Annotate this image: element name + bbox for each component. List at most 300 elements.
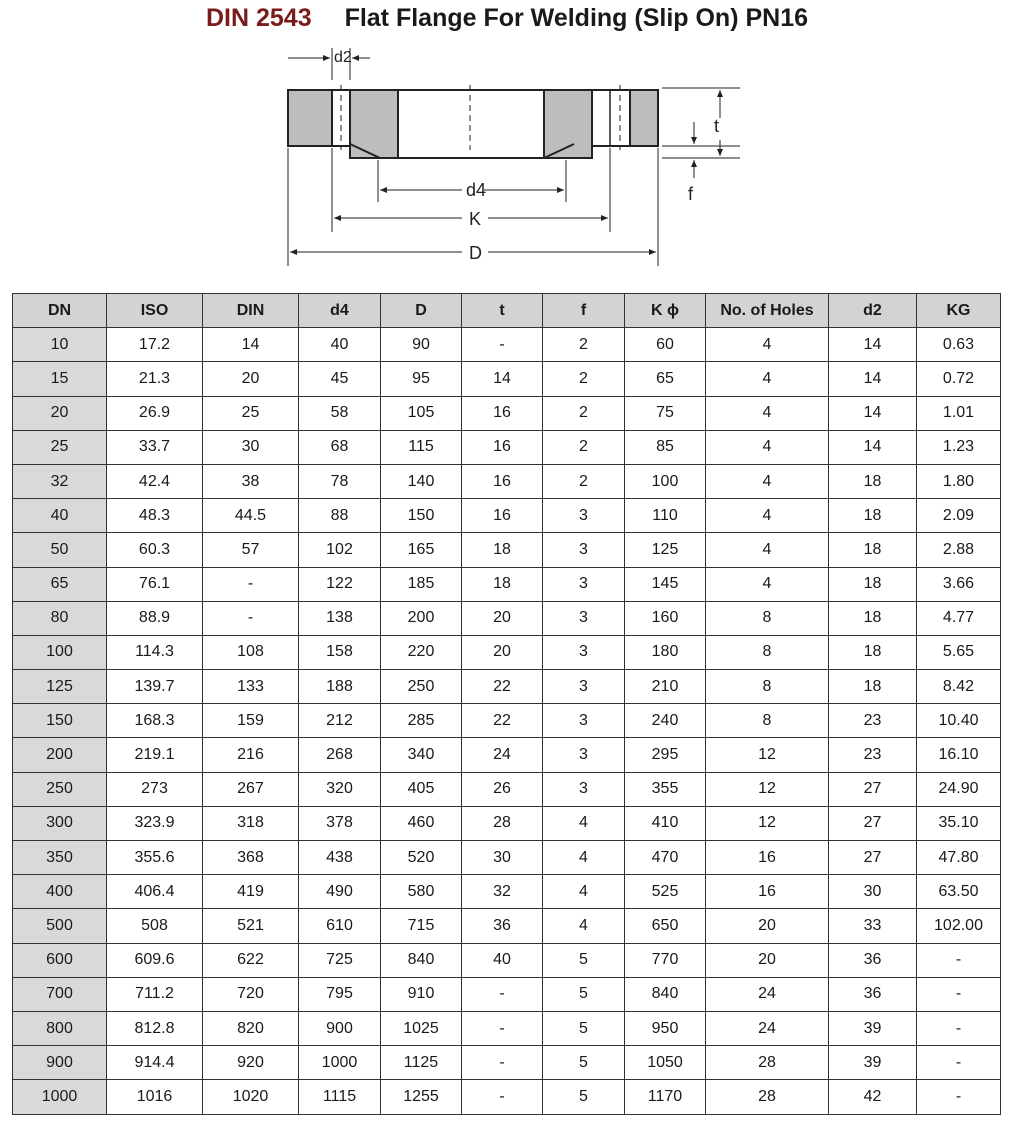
table-cell: 3 <box>543 635 625 669</box>
table-row <box>13 499 1001 533</box>
table-cell: 180 <box>625 635 706 669</box>
table-cell: 36 <box>829 943 917 977</box>
table-cell: 5 <box>543 977 625 1011</box>
table-cell: 4.77 <box>917 601 1001 635</box>
table-cell: - <box>462 1080 543 1114</box>
table-row <box>13 567 1001 601</box>
table-cell: 460 <box>381 806 462 840</box>
table-cell: 18 <box>462 567 543 601</box>
table-cell: 20 <box>706 943 829 977</box>
table-cell: 110 <box>625 499 706 533</box>
table-row <box>13 841 1001 875</box>
table-cell: 36 <box>829 977 917 1011</box>
table-cell: 950 <box>625 1011 706 1045</box>
table-cell: 622 <box>203 943 299 977</box>
table-row <box>13 943 1001 977</box>
flange-body-outline <box>288 90 658 158</box>
table-cell: 2 <box>543 396 625 430</box>
table-cell: 102.00 <box>917 909 1001 943</box>
table-cell: 4 <box>706 328 829 362</box>
table-cell: 8 <box>706 635 829 669</box>
table-cell: 0.63 <box>917 328 1001 362</box>
table-cell: 38 <box>203 464 299 498</box>
table-cell: 3 <box>543 738 625 772</box>
table-cell: - <box>917 1011 1001 1045</box>
table-cell: 140 <box>381 464 462 498</box>
table-cell: 610 <box>299 909 381 943</box>
table-cell: 165 <box>381 533 462 567</box>
table-cell: 500 <box>13 909 107 943</box>
table-cell: 320 <box>299 772 381 806</box>
table-cell: 368 <box>203 841 299 875</box>
table-cell: 711.2 <box>107 977 203 1011</box>
table-cell: 159 <box>203 704 299 738</box>
table-cell: 0.72 <box>917 362 1001 396</box>
table-cell: 150 <box>381 499 462 533</box>
table-row <box>13 772 1001 806</box>
table-cell: 50 <box>13 533 107 567</box>
table-cell: 88 <box>299 499 381 533</box>
table-row <box>13 909 1001 943</box>
table-cell: 26.9 <box>107 396 203 430</box>
table-row <box>13 875 1001 909</box>
flange-left-section <box>288 90 332 146</box>
table-cell: 355 <box>625 772 706 806</box>
table-row <box>13 601 1001 635</box>
table-cell: 3 <box>543 499 625 533</box>
table-cell: 812.8 <box>107 1011 203 1045</box>
table-cell: 210 <box>625 670 706 704</box>
table-cell: 4 <box>543 841 625 875</box>
table-cell: 23 <box>829 738 917 772</box>
table-cell: 30 <box>462 841 543 875</box>
table-cell: 250 <box>381 670 462 704</box>
table-cell: 40 <box>462 943 543 977</box>
table-cell: 4 <box>543 875 625 909</box>
table-cell: 42.4 <box>107 464 203 498</box>
table-cell: 18 <box>829 601 917 635</box>
table-cell: 2.88 <box>917 533 1001 567</box>
table-cell: 18 <box>829 533 917 567</box>
table-cell: 8 <box>706 601 829 635</box>
table-cell: 27 <box>829 806 917 840</box>
table-cell: 300 <box>13 806 107 840</box>
table-cell: 355.6 <box>107 841 203 875</box>
table-cell: 17.2 <box>107 328 203 362</box>
table-cell: 1000 <box>299 1046 381 1080</box>
table-cell: 3 <box>543 533 625 567</box>
table-cell: 12 <box>706 806 829 840</box>
table-cell: 39 <box>829 1046 917 1080</box>
table-cell: - <box>917 1046 1001 1080</box>
table-row <box>13 533 1001 567</box>
column-header: t <box>462 294 543 328</box>
table-cell: 8 <box>706 670 829 704</box>
table-cell: - <box>917 943 1001 977</box>
table-cell: 57 <box>203 533 299 567</box>
table-cell: 76.1 <box>107 567 203 601</box>
table-cell: 2.09 <box>917 499 1001 533</box>
table-cell: 1050 <box>625 1046 706 1080</box>
table-cell: 16 <box>462 464 543 498</box>
table-row <box>13 396 1001 430</box>
table-row <box>13 362 1001 396</box>
table-cell: - <box>917 1080 1001 1114</box>
table-cell: 133 <box>203 670 299 704</box>
table-cell: 5.65 <box>917 635 1001 669</box>
table-row <box>13 1046 1001 1080</box>
table-cell: 1.80 <box>917 464 1001 498</box>
table-cell: 400 <box>13 875 107 909</box>
dim-label-K: K <box>469 209 482 229</box>
table-cell: 350 <box>13 841 107 875</box>
table-cell: 18 <box>829 635 917 669</box>
table-cell: 14 <box>829 396 917 430</box>
table-cell: 5 <box>543 1046 625 1080</box>
dim-label-f: f <box>688 184 694 204</box>
table-cell: 125 <box>625 533 706 567</box>
table-cell: 5 <box>543 1080 625 1114</box>
table-cell: 212 <box>299 704 381 738</box>
table-cell: 378 <box>299 806 381 840</box>
table-cell: 273 <box>107 772 203 806</box>
table-cell: 18 <box>829 567 917 601</box>
table-cell: 220 <box>381 635 462 669</box>
column-header: f <box>543 294 625 328</box>
table-cell: 12 <box>706 738 829 772</box>
table-cell: 48.3 <box>107 499 203 533</box>
table-cell: 1170 <box>625 1080 706 1114</box>
table-cell: 2 <box>543 464 625 498</box>
table-cell: 30 <box>829 875 917 909</box>
table-cell: 160 <box>625 601 706 635</box>
table-cell: 75 <box>625 396 706 430</box>
table-cell: 1.23 <box>917 430 1001 464</box>
table-cell: 508 <box>107 909 203 943</box>
table-cell: 60 <box>625 328 706 362</box>
table-cell: 840 <box>625 977 706 1011</box>
table-cell: 4 <box>706 567 829 601</box>
table-cell: 90 <box>381 328 462 362</box>
flange-spec-table <box>12 293 1001 1115</box>
table-cell: 219.1 <box>107 738 203 772</box>
column-header: No. of Holes <box>706 294 829 328</box>
table-cell: 16.10 <box>917 738 1001 772</box>
table-cell: 158 <box>299 635 381 669</box>
table-cell: 4 <box>706 464 829 498</box>
title-text: Flat Flange For Welding (Slip On) PN16 <box>344 4 809 32</box>
table-cell: 65 <box>625 362 706 396</box>
table-cell: 24 <box>706 1011 829 1045</box>
standard-code: DIN 2543 <box>205 4 312 32</box>
table-cell: 820 <box>203 1011 299 1045</box>
table-cell: 18 <box>829 464 917 498</box>
table-cell: 105 <box>381 396 462 430</box>
table-cell: 490 <box>299 875 381 909</box>
table-row <box>13 977 1001 1011</box>
table-cell: 30 <box>203 430 299 464</box>
table-cell: 720 <box>203 977 299 1011</box>
table-cell: 28 <box>706 1046 829 1080</box>
table-cell: 3.66 <box>917 567 1001 601</box>
table-cell: 44.5 <box>203 499 299 533</box>
table-cell: 405 <box>381 772 462 806</box>
table-row <box>13 1011 1001 1045</box>
table-body <box>13 328 1001 1114</box>
table-cell: 185 <box>381 567 462 601</box>
table-cell: 8.42 <box>917 670 1001 704</box>
table-cell: 200 <box>381 601 462 635</box>
table-cell: 33.7 <box>107 430 203 464</box>
table-cell: 139.7 <box>107 670 203 704</box>
table-cell: 1000 <box>13 1080 107 1114</box>
table-cell: 525 <box>625 875 706 909</box>
table-cell: 5 <box>543 943 625 977</box>
table-row <box>13 430 1001 464</box>
table-cell: 78 <box>299 464 381 498</box>
table-cell: 14 <box>462 362 543 396</box>
table-cell: 33 <box>829 909 917 943</box>
table-cell: 63.50 <box>917 875 1001 909</box>
table-cell: 600 <box>13 943 107 977</box>
table-cell: 715 <box>381 909 462 943</box>
table-cell: 340 <box>381 738 462 772</box>
table-cell: 3 <box>543 670 625 704</box>
table-cell: 770 <box>625 943 706 977</box>
table-cell: 1115 <box>299 1080 381 1114</box>
table-cell: 3 <box>543 704 625 738</box>
table-cell: 840 <box>381 943 462 977</box>
table-row <box>13 1080 1001 1114</box>
table-cell: 122 <box>299 567 381 601</box>
table-cell: 32 <box>13 464 107 498</box>
table-cell: 22 <box>462 670 543 704</box>
table-cell: 18 <box>829 670 917 704</box>
table-cell: 470 <box>625 841 706 875</box>
column-header: DIN <box>203 294 299 328</box>
table-cell: 20 <box>462 635 543 669</box>
table-header-row <box>13 294 1001 328</box>
column-header: DN <box>13 294 107 328</box>
table-cell: 800 <box>13 1011 107 1045</box>
table-cell: 10 <box>13 328 107 362</box>
table-cell: 24 <box>462 738 543 772</box>
table-cell: 60.3 <box>107 533 203 567</box>
table-cell: 15 <box>13 362 107 396</box>
table-row <box>13 806 1001 840</box>
table-cell: 24 <box>706 977 829 1011</box>
table-cell: 295 <box>625 738 706 772</box>
dim-label-d4: d4 <box>466 180 487 200</box>
table-cell: - <box>917 977 1001 1011</box>
dim-label-D: D <box>469 243 482 263</box>
table-cell: 102 <box>299 533 381 567</box>
table-cell: 1.01 <box>917 396 1001 430</box>
table-cell: 650 <box>625 909 706 943</box>
table-cell: 40 <box>13 499 107 533</box>
table-cell: 216 <box>203 738 299 772</box>
table-cell: 16 <box>706 875 829 909</box>
column-header: d4 <box>299 294 381 328</box>
table-cell: 114.3 <box>107 635 203 669</box>
table-cell: 1255 <box>381 1080 462 1114</box>
table-cell: 318 <box>203 806 299 840</box>
table-cell: 16 <box>706 841 829 875</box>
column-header: ISO <box>107 294 203 328</box>
table-cell: - <box>462 328 543 362</box>
table-cell: - <box>203 567 299 601</box>
table-cell: 900 <box>13 1046 107 1080</box>
table-cell: 20 <box>462 601 543 635</box>
table-cell: 100 <box>625 464 706 498</box>
table-cell: 700 <box>13 977 107 1011</box>
table-cell: 100 <box>13 635 107 669</box>
table-cell: 406.4 <box>107 875 203 909</box>
table-cell: 914.4 <box>107 1046 203 1080</box>
table-cell: 138 <box>299 601 381 635</box>
table-cell: 25 <box>13 430 107 464</box>
table-cell: 795 <box>299 977 381 1011</box>
table-cell: 14 <box>203 328 299 362</box>
table-cell: 27 <box>829 841 917 875</box>
table-cell: 410 <box>625 806 706 840</box>
table-row <box>13 328 1001 362</box>
table-cell: 115 <box>381 430 462 464</box>
table-cell: 80 <box>13 601 107 635</box>
table-cell: 95 <box>381 362 462 396</box>
table-cell: 4 <box>706 362 829 396</box>
table-cell: 4 <box>706 430 829 464</box>
table-cell: 8 <box>706 704 829 738</box>
table-cell: 188 <box>299 670 381 704</box>
table-cell: 14 <box>829 328 917 362</box>
table-cell: - <box>462 977 543 1011</box>
table-cell: - <box>462 1011 543 1045</box>
flange-diagram <box>270 40 750 270</box>
table-cell: 1020 <box>203 1080 299 1114</box>
column-header: KG <box>917 294 1001 328</box>
table-cell: 250 <box>13 772 107 806</box>
table-cell: 108 <box>203 635 299 669</box>
table-row <box>13 704 1001 738</box>
column-header: d2 <box>829 294 917 328</box>
table-cell: 419 <box>203 875 299 909</box>
table-cell: 168.3 <box>107 704 203 738</box>
table-cell: 16 <box>462 499 543 533</box>
table-row <box>13 635 1001 669</box>
flange-right-section <box>630 90 658 146</box>
table-cell: 42 <box>829 1080 917 1114</box>
table-cell: 2 <box>543 362 625 396</box>
table-cell: 1125 <box>381 1046 462 1080</box>
table-cell: 145 <box>625 567 706 601</box>
table-cell: 4 <box>543 909 625 943</box>
table-cell: 16 <box>462 396 543 430</box>
table-cell: - <box>462 1046 543 1080</box>
table-cell: 47.80 <box>917 841 1001 875</box>
table-cell: 45 <box>299 362 381 396</box>
table-cell: 35.10 <box>917 806 1001 840</box>
table-row <box>13 464 1001 498</box>
table-cell: 268 <box>299 738 381 772</box>
table-cell: 2 <box>543 430 625 464</box>
table-cell: 20 <box>13 396 107 430</box>
table-cell: 22 <box>462 704 543 738</box>
table-cell: 21.3 <box>107 362 203 396</box>
table-cell: 5 <box>543 1011 625 1045</box>
table-cell: 23 <box>829 704 917 738</box>
table-cell: 40 <box>299 328 381 362</box>
table-cell: 725 <box>299 943 381 977</box>
dim-label-d2: d2 <box>334 49 352 66</box>
table-cell: 1025 <box>381 1011 462 1045</box>
table-cell: 910 <box>381 977 462 1011</box>
table-cell: 4 <box>706 533 829 567</box>
table-cell: 920 <box>203 1046 299 1080</box>
table-cell: 16 <box>462 430 543 464</box>
table-cell: 85 <box>625 430 706 464</box>
table-cell: 39 <box>829 1011 917 1045</box>
table-cell: 36 <box>462 909 543 943</box>
page-title <box>0 0 1014 36</box>
table-cell: 4 <box>543 806 625 840</box>
table-cell: 68 <box>299 430 381 464</box>
column-header: D <box>381 294 462 328</box>
table-cell: 14 <box>829 430 917 464</box>
table-cell: 580 <box>381 875 462 909</box>
table-cell: 65 <box>13 567 107 601</box>
table-cell: 521 <box>203 909 299 943</box>
table-cell: 20 <box>706 909 829 943</box>
table-cell: 28 <box>462 806 543 840</box>
table-cell: 12 <box>706 772 829 806</box>
table-cell: 4 <box>706 499 829 533</box>
table-cell: 240 <box>625 704 706 738</box>
table-cell: 88.9 <box>107 601 203 635</box>
table-cell: 20 <box>203 362 299 396</box>
table-cell: 200 <box>13 738 107 772</box>
table-cell: 2 <box>543 328 625 362</box>
table-cell: 900 <box>299 1011 381 1045</box>
table-cell: 285 <box>381 704 462 738</box>
table-cell: 609.6 <box>107 943 203 977</box>
table-cell: 520 <box>381 841 462 875</box>
table-cell: 26 <box>462 772 543 806</box>
table-cell: 1016 <box>107 1080 203 1114</box>
table-cell: 18 <box>462 533 543 567</box>
table-cell: 3 <box>543 601 625 635</box>
table-cell: 125 <box>13 670 107 704</box>
table-cell: 267 <box>203 772 299 806</box>
dim-label-t: t <box>714 116 720 136</box>
table-cell: 58 <box>299 396 381 430</box>
table-cell: 32 <box>462 875 543 909</box>
table-cell: 28 <box>706 1080 829 1114</box>
table-row <box>13 670 1001 704</box>
table-cell: 18 <box>829 499 917 533</box>
table-cell: 4 <box>706 396 829 430</box>
table-cell: 10.40 <box>917 704 1001 738</box>
column-header: K ϕ <box>625 294 706 328</box>
table-cell: 323.9 <box>107 806 203 840</box>
table-cell: 24.90 <box>917 772 1001 806</box>
table-cell: 27 <box>829 772 917 806</box>
table-cell: 438 <box>299 841 381 875</box>
table-row <box>13 738 1001 772</box>
table-cell: 3 <box>543 772 625 806</box>
table-cell: 25 <box>203 396 299 430</box>
table-cell: 3 <box>543 567 625 601</box>
